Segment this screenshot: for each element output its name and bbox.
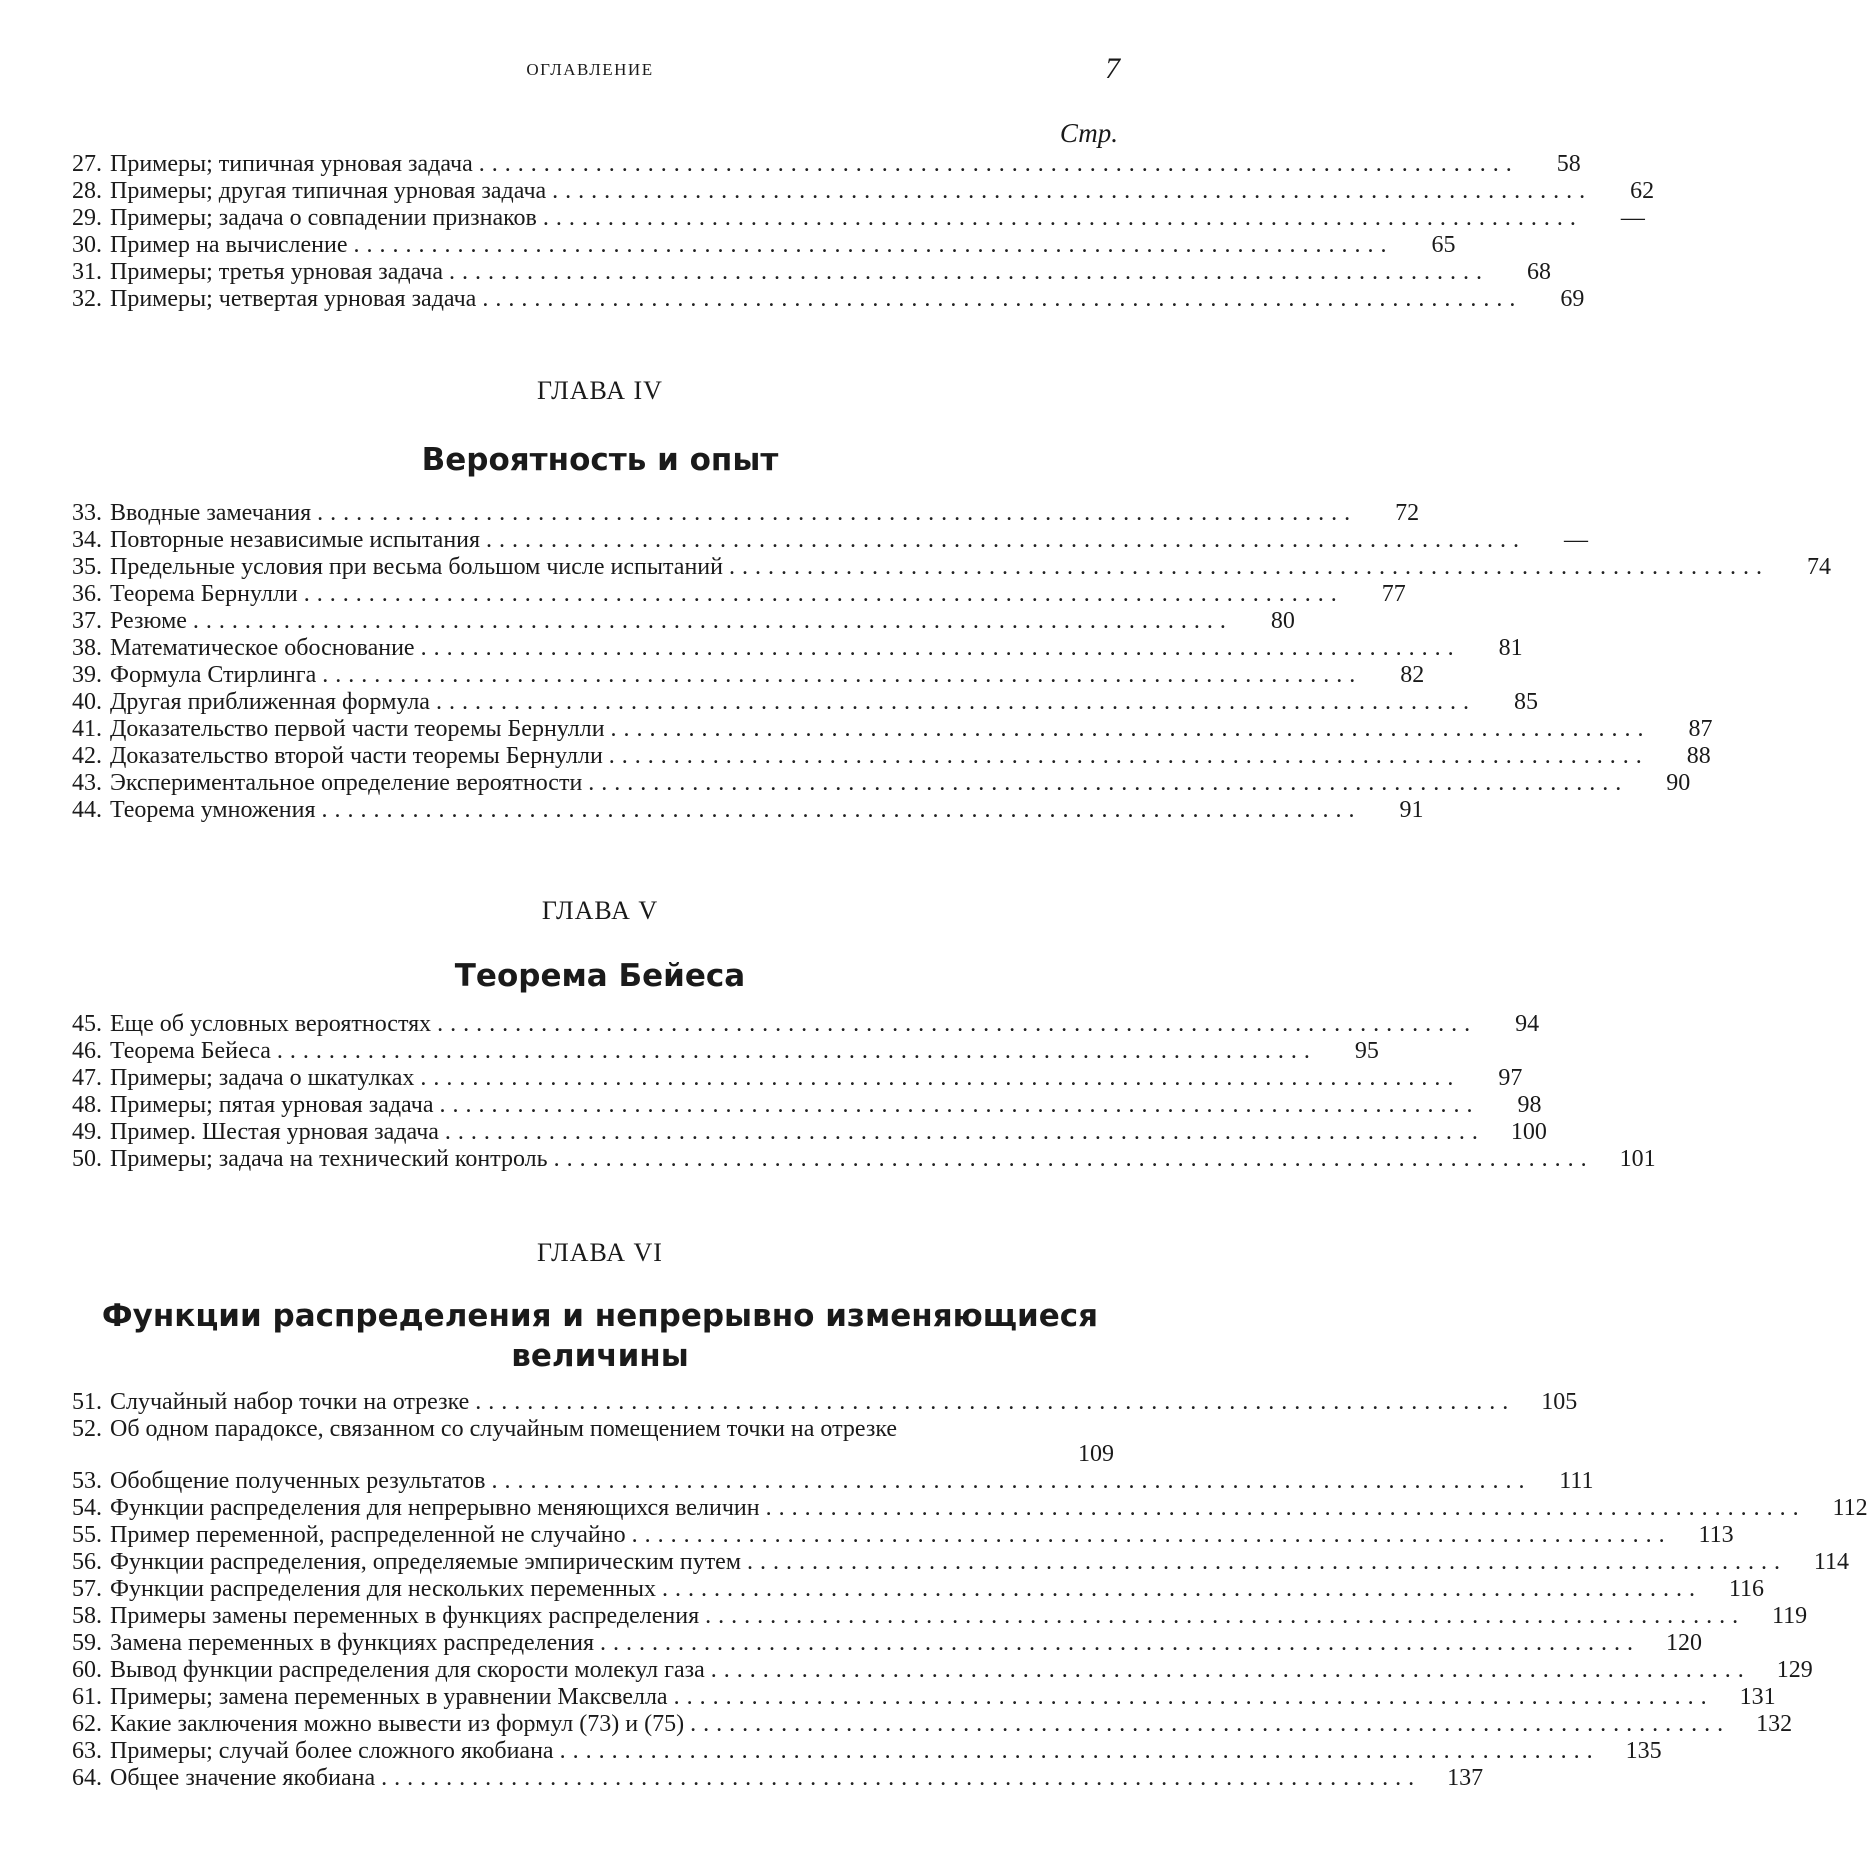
toc-entry [58,1684,1776,1711]
toc-entry-page: 91 [1399,797,1424,823]
dot-leader: ................................................................................ [728,554,1769,580]
toc-entry-number: 60. [72,1657,102,1683]
toc-entry-number: 52. [72,1416,102,1442]
toc-entry-number: 46. [72,1038,102,1064]
toc-entry-title: Теорема Бейеса [110,1038,271,1064]
toc-entry [58,743,1711,770]
toc-entry-number: 33. [72,500,102,526]
toc-entry-title: Обобщение полученных результатов [110,1468,486,1494]
toc-entry-page: — [1620,205,1645,231]
toc-entry [58,527,1589,554]
toc-entry-page: 69 [1560,286,1585,312]
toc-entry-title: Замена переменных в функциях распределения [110,1630,595,1656]
toc-entry-number: 49. [72,1119,102,1145]
dot-leader: ................................................................................ [381,1765,1422,1791]
dot-leader: ................................................................................ [765,1495,1806,1521]
toc-entry-page: 120 [1666,1630,1703,1656]
toc-entry-title: Примеры; четвертая урновая задача [110,286,477,312]
toc-entry-number: 51. [72,1389,102,1415]
toc-entry-title: Теорема умножения [110,797,316,823]
toc-entry [58,770,1691,797]
toc-entry-title: Функции распределения для непрерывно меняющихся величин [110,1495,760,1521]
toc-entry-page: 113 [1698,1522,1734,1548]
dot-leader: ................................................................................ [662,1576,1703,1602]
toc-entry-number: 36. [72,581,102,607]
toc-entry-title: Примеры; задача о совпадении признаков [110,205,537,231]
dot-leader: ................................................................................ [322,662,1363,688]
chapter-label: ГЛАВА VI [537,1238,663,1267]
dot-leader: ................................................................................ [631,1522,1672,1548]
chapter-title: Теорема Бейеса [454,958,746,994]
dot-leader: ................................................................................ [449,259,1490,285]
toc-entry-title: Примеры; третья урновая задача [110,259,444,285]
toc-entry-title: Экспериментальное определение вероятности [110,770,583,796]
toc-entry-page: 97 [1498,1065,1523,1091]
dot-leader: ................................................................................ [303,581,1344,607]
toc-entry-number: 57. [72,1576,102,1602]
toc-entry [58,151,1581,178]
toc-entry [58,1495,1868,1522]
toc-entry-title: Предельные условия при весьма большом числе испытаний [110,554,723,580]
toc-entry-page: 112 [1832,1495,1868,1521]
toc-entry [58,1549,1850,1576]
dot-leader: ................................................................................ [321,797,1362,823]
toc-entry-title: Повторные независимые испытания [110,527,481,553]
toc-entry-number: 54. [72,1495,102,1521]
dot-leader: ................................................................................ [486,527,1527,553]
dot-leader: ................................................................................ [747,1549,1788,1575]
toc-entry [58,1603,1808,1630]
toc-entry [58,554,1831,581]
toc-entry-title: Функции распределения для нескольких переменных [110,1576,657,1602]
dot-leader: ................................................................................ [588,770,1629,796]
toc-entry-number: 42. [72,743,102,769]
toc-entry-title: Вывод функции распределения для скорости молекул газа [110,1657,705,1683]
dot-leader: ................................................................................ [600,1630,1641,1656]
toc-entry-page: 72 [1395,500,1420,526]
toc-entry-page: 135 [1625,1738,1662,1764]
toc-entry-page: 74 [1806,554,1831,580]
toc-entry [58,1738,1662,1765]
toc-entry [58,500,1420,527]
toc-entry-title: Резюме [110,608,187,634]
dot-leader: ................................................................................ [610,716,1651,742]
toc-entry-number: 38. [72,635,102,661]
toc-entry [58,232,1456,259]
toc-entry [58,1065,1523,1092]
toc-entry-title: Еще об условных вероятностях [110,1011,432,1037]
toc-list-chapter-5 [58,1011,1656,1173]
toc-entry-page: 129 [1776,1657,1813,1683]
toc-entry-page: 80 [1270,608,1295,634]
toc-entry [58,1146,1656,1173]
toc-entry-number: 28. [72,178,102,204]
toc-entry-number: 30. [72,232,102,258]
toc-list-chapter-6 [58,1389,1868,1792]
toc-entry [58,1119,1547,1146]
toc-entry-number: 58. [72,1603,102,1629]
dot-leader: ................................................................................ [475,1389,1516,1415]
dot-leader: ................................................................................ [553,1146,1594,1172]
toc-entry-page: 101 [1619,1146,1656,1172]
toc-entry-page: 85 [1513,689,1538,715]
toc-entry-number: 45. [72,1011,102,1037]
toc-entry-page: 87 [1688,716,1713,742]
toc-entry [58,689,1538,716]
toc-entry [58,1522,1734,1549]
toc-entry-number: 43. [72,770,102,796]
toc-entry [58,286,1585,313]
dot-leader: ................................................................................ [491,1468,1532,1494]
toc-entry [58,581,1406,608]
toc-list-continued [58,151,1655,313]
toc-entry-number: 64. [72,1765,102,1791]
toc-entry-page: 116 [1728,1576,1765,1602]
toc-list-chapter-4 [58,500,1831,824]
dot-leader: ................................................................................ [482,286,1523,312]
dot-leader: ................................................................................ [420,1065,1461,1091]
toc-entry-page: 111 [1559,1468,1594,1494]
toc-entry-page: 114 [1813,1549,1850,1575]
toc-entry [58,608,1295,635]
toc-entry-title: Примеры; задача о шкатулках [110,1065,415,1091]
toc-entry-title: Пример. Шестая урновая задача [110,1119,439,1145]
toc-entry [58,1468,1594,1495]
toc-entry-title: Доказательство первой части теоремы Бернулли [110,716,605,742]
toc-entry-title: Вводные замечания [110,500,312,526]
dot-leader: ................................................................................ [673,1684,1714,1710]
toc-entry-number: 27. [72,151,102,177]
toc-entry-title: Об одном парадоксе, связанном со случайным помещением точки на отрезке [110,1416,898,1442]
toc-entry-page: 137 [1447,1765,1484,1791]
dot-leader: ................................................................................ [276,1038,1317,1064]
toc-entry-title: Примеры замены переменных в функциях распределения [110,1603,700,1629]
toc-entry-page: 119 [1772,1603,1808,1629]
toc-entry-number: 50. [72,1146,102,1172]
toc-entry-title: Примеры; пятая урновая задача [110,1092,434,1118]
dot-leader: ................................................................................ [705,1603,1746,1629]
toc-entry-number: 62. [72,1711,102,1737]
toc-entry-page: 98 [1517,1092,1542,1118]
toc-entry-number: 56. [72,1549,102,1575]
toc-entry-page: 100 [1510,1119,1547,1145]
toc-entry-number: 35. [72,554,102,580]
running-title: ОГЛАВЛЕНИЕ [526,60,654,79]
toc-entry-number: 29. [72,205,102,231]
toc-entry-page: 58 [1556,151,1581,177]
toc-entry-title: Функции распределения, определяемые эмпирическим путем [110,1549,742,1575]
toc-entry-number: 47. [72,1065,102,1091]
toc-entry [58,1389,1578,1416]
toc-entry-page: 65 [1431,232,1456,258]
toc-entry [58,1576,1765,1603]
toc-entry [58,635,1523,662]
toc-entry-number: 32. [72,286,102,312]
toc-entry-title: Примеры; задача на технический контроль [110,1146,548,1172]
toc-entry-number: 31. [72,259,102,285]
dot-leader: ................................................................................ [608,743,1649,769]
toc-entry-title: Другая приближенная формула [110,689,430,715]
chapter-title: Функции распределения и непрерывно изменяющиеся величины [101,1298,1099,1374]
dot-leader: ................................................................................ [542,205,1583,231]
pages-column-label: Стр. [1059,118,1118,148]
toc-entry-number: 63. [72,1738,102,1764]
toc-entry [58,178,1655,205]
toc-entry-title: Примеры; замена переменных в уравнении Максвелла [110,1684,668,1710]
page-number: 7 [1105,52,1120,85]
toc-entry-title: Общее значение якобиана [110,1765,376,1791]
toc-entry [58,1711,1793,1738]
toc-entry [58,716,1713,743]
toc-entry-page: 88 [1686,743,1711,769]
dot-leader: ................................................................................ [317,500,1358,526]
toc-entry-title: Пример на вычисление [110,232,348,258]
dot-leader: ................................................................................ [353,232,1394,258]
toc-entry-number: 59. [72,1630,102,1656]
dot-leader: ................................................................................ [710,1657,1751,1683]
toc-entry-page: 132 [1756,1711,1793,1737]
toc-entry-page: 62 [1630,178,1655,204]
toc-entry-number: 44. [72,797,102,823]
toc-entry [58,662,1425,689]
dot-leader: ................................................................................ [420,635,1461,661]
dot-leader: ................................................................................ [435,689,1476,715]
toc-entry-number: 34. [72,527,102,553]
toc-entry-title: Формула Стирлинга [110,662,317,688]
toc-entry-title: Примеры; типичная урновая задача [110,151,473,177]
toc-entry-page: 131 [1739,1684,1776,1710]
toc-entry-title: Примеры; другая типичная урновая задача [110,178,547,204]
toc-entry-title: Теорема Бернулли [110,581,298,607]
toc-entry-page: 77 [1381,581,1406,607]
chapter-title: Вероятность и опыт [421,442,779,478]
toc-entry-number: 55. [72,1522,102,1548]
toc-entry-page: 109 [1078,1441,1114,1467]
toc-entry [58,1038,1379,1065]
toc-entry-title: Случайный набор точки на отрезке [110,1389,470,1415]
dot-leader: ................................................................................ [690,1711,1731,1737]
toc-entry-title: Какие заключения можно вывести из формул (73) и (75) [110,1711,685,1737]
running-head [60,52,1120,86]
toc-entry-page: 90 [1666,770,1691,796]
toc-entry-title: Пример переменной, распределенной не случайно [110,1522,626,1548]
toc-entry [58,1765,1484,1792]
toc-entry [58,259,1552,286]
toc-entry-page: 68 [1527,259,1552,285]
toc-entry-number: 48. [72,1092,102,1118]
toc-entry [58,1657,1813,1684]
toc-entry [58,797,1424,824]
toc-entry [58,205,1645,232]
toc-entry-title: Доказательство второй части теоремы Бернулли [110,743,603,769]
toc-entry-number: 40. [72,689,102,715]
toc-entry-number: 37. [72,608,102,634]
toc-entry-number: 53. [72,1468,102,1494]
dot-leader: ................................................................................ [478,151,1519,177]
dot-leader: ................................................................................ [437,1011,1478,1037]
toc-entry-page: 94 [1515,1011,1540,1037]
toc-entry-page: 82 [1400,662,1425,688]
dot-leader: ................................................................................ [444,1119,1485,1145]
toc-entry-number: 61. [72,1684,102,1710]
dot-leader: ................................................................................ [559,1738,1600,1764]
dot-leader: ................................................................................ [552,178,1593,204]
toc-entry-title: Математическое обоснование [110,635,415,661]
toc-entry-page: 105 [1541,1389,1578,1415]
chapter-label: ГЛАВА IV [537,376,663,405]
toc-entry-number: 41. [72,716,102,742]
toc-entry [58,1011,1540,1038]
toc-entry-page: 95 [1354,1038,1379,1064]
dot-leader: ................................................................................ [192,608,1233,634]
toc-entry-page: 81 [1498,635,1523,661]
toc-entry-title: Примеры; случай более сложного якобиана [110,1738,554,1764]
toc-entry [58,1416,1114,1468]
dot-leader: ................................................................................ [439,1092,1480,1118]
toc-entry [58,1092,1542,1119]
toc-entry [58,1630,1703,1657]
chapter-label: ГЛАВА V [541,896,659,925]
toc-entry-number: 39. [72,662,102,688]
toc-entry-page: — [1564,527,1589,553]
